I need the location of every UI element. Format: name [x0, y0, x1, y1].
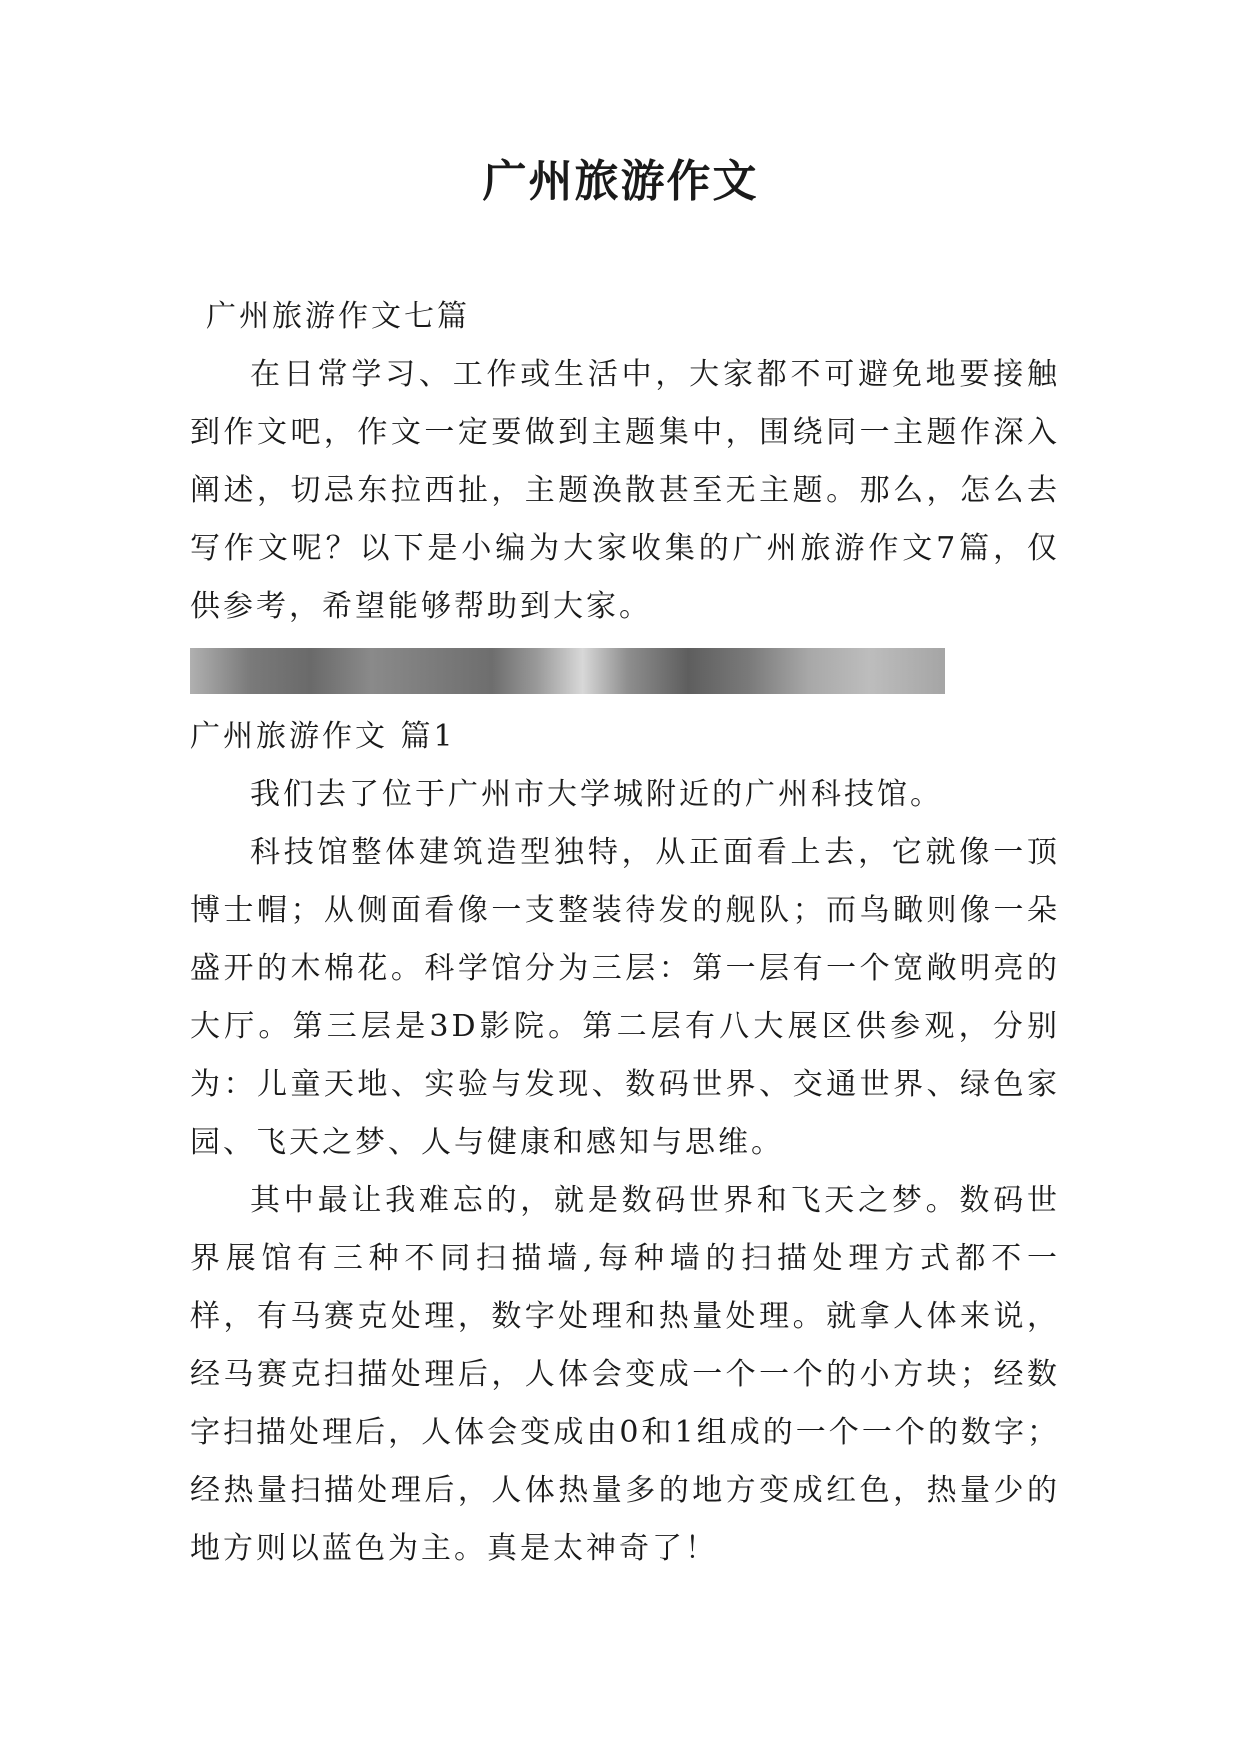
body-paragraph-3: 其中最让我难忘的，就是数码世界和飞天之梦。数码世界展馆有三种不同扫描墙,每种墙的扫描处理方式都不一样，有马赛克处理，数字处理和热量处理。就拿人体来说，经马赛克扫描处理后，人体会变成一个一个的小方块；经数字扫描处理后，人体会变成由0和1组成的一个一个的数字；经热量扫描处理后，人体热量多的地方变成红色，热量少的地方则以蓝色为主。真是太神奇了！ — [190, 1183, 1060, 1566]
document-body — [190, 288, 1060, 1578]
body-paragraph-1: 我们去了位于广州市大学城附近的广州科技馆。 — [250, 777, 943, 812]
document-subtitle: 广州旅游作文七篇 — [206, 299, 470, 334]
blurred-banner-image — [190, 648, 945, 694]
section-heading: 广州旅游作文 篇1 — [190, 719, 456, 754]
document-title: 广州旅游作文 — [482, 156, 759, 207]
intro-paragraph: 在日常学习、工作或生活中，大家都不可避免地要接触到作文吧，作文一定要做到主题集中，围绕同一主题作深入阐述，切忌东拉西扯，主题涣散甚至无主题。那么，怎么去写作文呢？以下是小编为大家收集的广州旅游作文7篇，仅供参考，希望能够帮助到大家。 — [190, 357, 1060, 624]
body-paragraph-2: 科技馆整体建筑造型独特，从正面看上去，它就像一顶博士帽；从侧面看像一支整装待发的舰队；而鸟瞰则像一朵盛开的木棉花。科学馆分为三层：第一层有一个宽敞明亮的大厅。第三层是3D影院。第二层有八大展区供参观，分别为：儿童天地、实验与发现、数码世界、交通世界、绿色家园、飞天之梦、人与健康和感知与思维。 — [190, 835, 1060, 1160]
